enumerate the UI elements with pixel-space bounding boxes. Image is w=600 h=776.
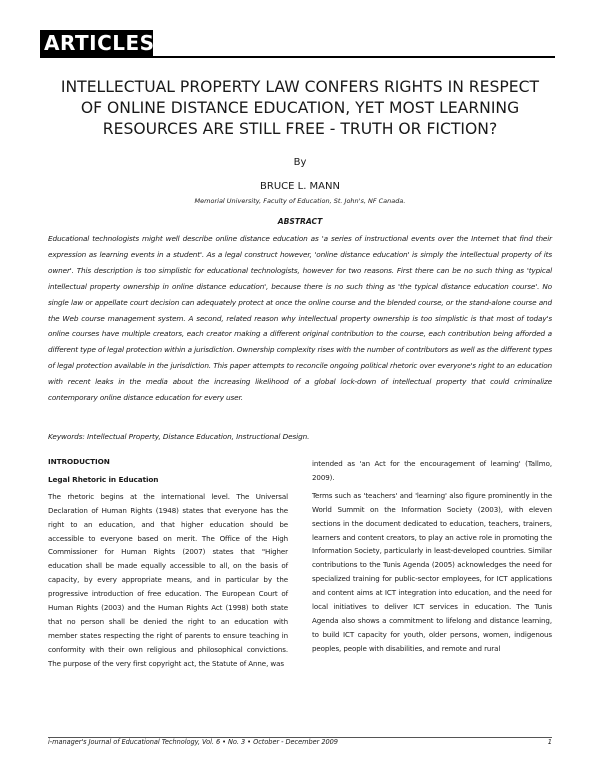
keywords: Keywords: Intellectual Property, Distance Education, Instructional Design.	[48, 432, 310, 441]
page-number: 1	[547, 738, 552, 746]
author-affiliation: Memorial University, Faculty of Education, St. John's, NF Canada.	[194, 197, 406, 205]
abstract-heading: ABSTRACT	[277, 217, 323, 226]
body-paragraph-continued: intended as 'an Act for the encouragement of learning' (Tallmo, 2009).	[312, 459, 552, 482]
banner-rule	[40, 56, 555, 58]
article-title: INTELLECTUAL PROPERTY LAW CONFERS RIGHTS IN RESPECT OF ONLINE DISTANCE EDUCATION, YET MOST LEARNING RESOURCES ARE STILL FREE - TRUTH OR FICTION?	[60, 78, 540, 138]
subsection-heading: Legal Rhetoric in Education	[48, 474, 159, 484]
byline-label: By	[293, 157, 307, 168]
abstract-text: Educational technologists might well describe online distance education as 'a series of instructional events over the Internet that find their expression as learning events in a student'. As a legal construct however, 'online distance education' is simply the intellectual property of its owner'. This description is too simplistic for educational technologists, however for two reasons. First there can be no such thing as 'typical intellectual property ownership in online distance education', because there is no such thing as 'the typical distance education course'. No single law or appellate court decision can adequately protect at once the online course and the blended course, or the stand-alone course and the Web course management system. A second, related reason why intellectual property ownership is too simplistic is that most of today's online courses have multiple creators, each creator making a different original contribution to the course, each contribution being afforded a different type of legal protection within a jurisdiction. Ownership complexity rises with the number of contributors as well as the different types of legal protection available in the jurisdiction. This paper attempts to reconcile ongoing political rhetoric over everyone's right to an education with recent leaks in the media about the increasing likelihood of a global lock-down of intellectual property that could criminalize contemporary online distance education for every user.	[48, 234, 552, 403]
section-banner: ARTICLES	[40, 30, 153, 57]
body-paragraph: The rhetoric begins at the international level. The Universal Declaration of Human Rights (1948) states that everyone has the right to an education, and that higher education should be accessible to everyone based on merit. The Office of the High Commissioner for Human Rights (2007) states that "Higher education shall be made equally accessible to all, on the basis of capacity, by every appropriate means, and in particular by the progressive introduction of free education. The European Court of Human Rights (2003) and the Human Rights Act (1998) both state that no person shall be denied the right to an education with member states respecting the right of parents to ensure teaching in conformity with their own religious and philosophical convictions. The purpose of the very first copyright act, the Statute of Anne, was	[48, 491, 288, 668]
body-paragraph: Terms such as 'teachers' and 'learning' also figure prominently in the World Summit on the Information Society (2003), with eleven sections in the document dedicated to education, teachers, trainers, learners and content creators, to play an active role in promoting the Information Society, particularly in least-developed countries. Similar contributions to the Tunis Agenda (2005) acknowledges the need for specialized training for public-sector employees, for ICT applications and content aims at ICT integration into education, and the need for local initiatives to deliver ICT services in education. The Tunis Agenda also shows a commitment to lifelong and distance learning, to build ICT capacity for youth, older persons, women, indigenous peoples, people with disabilities, and remote and rural	[312, 490, 552, 653]
left-column	[48, 455, 288, 671]
author-name: BRUCE L. MANN	[260, 181, 340, 192]
section-heading: INTRODUCTION	[48, 457, 110, 466]
journal-footer: i-manager's Journal of Educational Technology, Vol. 6 • No. 3 • October - December 2009	[48, 738, 338, 746]
right-column	[312, 455, 552, 656]
